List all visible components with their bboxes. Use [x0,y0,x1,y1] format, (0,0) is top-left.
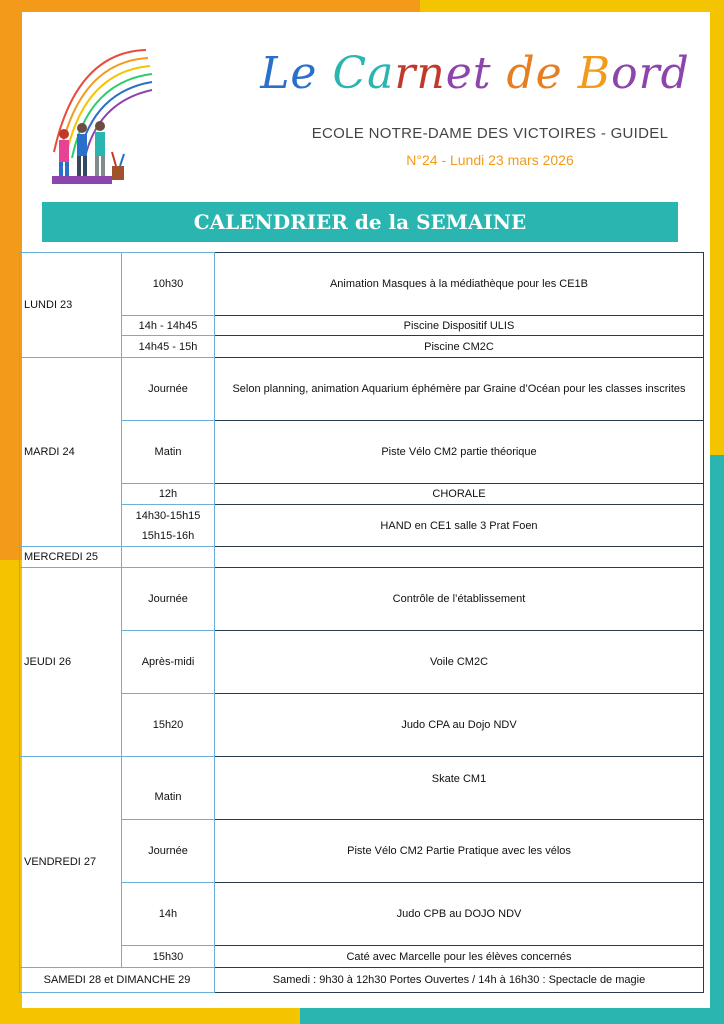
event-cell: Skate CM1 [215,757,704,820]
time-cell [122,547,215,568]
time-cell [122,505,215,547]
event-cell: Piste Vélo CM2 partie théorique [215,421,704,484]
table-row [20,883,704,946]
school-logo [46,42,156,192]
table-row [20,820,704,883]
title-letter: d [660,48,690,99]
title-letter [317,48,332,99]
time-line: 15h15-16h [141,529,195,542]
time-cell: 14h45 - 15h [122,336,215,358]
title-letter [492,48,507,99]
event-cell: Selon planning, animation Aquarium éphémère par Graine d’Océan pour les classes inscrites [215,358,704,421]
title-letter: C [332,48,368,99]
page-title [250,48,700,99]
title-letter: o [611,48,639,99]
day-cell: SAMEDI 28 et DIMANCHE 29 [20,968,215,993]
calendar-banner: CALENDRIER de la SEMAINE [42,202,678,242]
table-row [20,694,704,757]
time-cell: Après-midi [122,631,215,694]
table-row [20,547,704,568]
time-cell: Journée [122,358,215,421]
event-cell: Piste Vélo CM2 Partie Pratique avec les vélos [215,820,704,883]
title-letter: B [577,48,612,99]
table-row [20,505,704,547]
event-cell: HAND en CE1 salle 3 Prat Foen [215,505,704,547]
day-cell: LUNDI 23 [20,253,122,358]
event-cell [215,547,704,568]
school-name: ECOLE NOTRE-DAME DES VICTOIRES - GUIDEL [311,125,669,142]
title-letter: e [445,48,473,99]
event-cell: Voile CM2C [215,631,704,694]
event-cell: Caté avec Marcelle pour les élèves concernés [215,946,704,968]
table-row [20,484,704,505]
title-letter: r [638,48,661,99]
time-cell: Journée [122,568,215,631]
title-letter: L [260,48,291,99]
event-cell: CHORALE [215,484,704,505]
event-cell: Contrôle de l’établissement [215,568,704,631]
time-cell: 15h20 [122,694,215,757]
table-row [20,316,704,336]
time-cell: Matin [122,757,215,820]
event-cell: Piscine Dispositif ULIS [215,316,704,336]
table-row [20,336,704,358]
frame-top-accent [0,0,420,12]
event-cell: Piscine CM2C [215,336,704,358]
table-row [20,968,704,993]
time-cell: 10h30 [122,253,215,316]
title-letter: a [367,48,395,99]
title-letter: e [535,48,563,99]
event-cell: Animation Masques à la médiathèque pour les CE1B [215,253,704,316]
frame-right-accent [710,455,724,1024]
title-letter: t [472,48,492,99]
time-cell: 14h - 14h45 [122,316,215,336]
table-row [20,253,704,316]
table-row [20,757,704,820]
event-cell: Judo CPB au DOJO NDV [215,883,704,946]
table-row [20,631,704,694]
frame-bottom-accent [300,1008,724,1024]
day-cell: MARDI 24 [20,358,122,547]
title-letter: d [506,48,536,99]
calendar-table [19,252,704,993]
time-cell: 14h [122,883,215,946]
event-cell: Samedi : 9h30 à 12h30 Portes Ouvertes / 14h à 16h30 : Spectacle de magie [215,968,704,993]
day-cell: VENDREDI 27 [20,757,122,968]
day-cell: MERCREDI 25 [20,547,122,568]
title-letters [260,48,690,99]
table-row [20,421,704,484]
title-letter: n [416,48,446,99]
time-cell: 12h [122,484,215,505]
event-cell: Judo CPA au Dojo NDV [215,694,704,757]
issue-info: N°24 - Lundi 23 mars 2026 [406,152,574,168]
time-cell: 15h30 [122,946,215,968]
table-row [20,568,704,631]
table-row [20,946,704,968]
day-cell: JEUDI 26 [20,568,122,757]
title-letter [563,48,578,99]
title-letter: e [290,48,318,99]
title-letter: r [394,48,417,99]
time-cell: Journée [122,820,215,883]
time-cell: Matin [122,421,215,484]
table-row [20,358,704,421]
time-line: 14h30-15h15 [135,509,201,522]
